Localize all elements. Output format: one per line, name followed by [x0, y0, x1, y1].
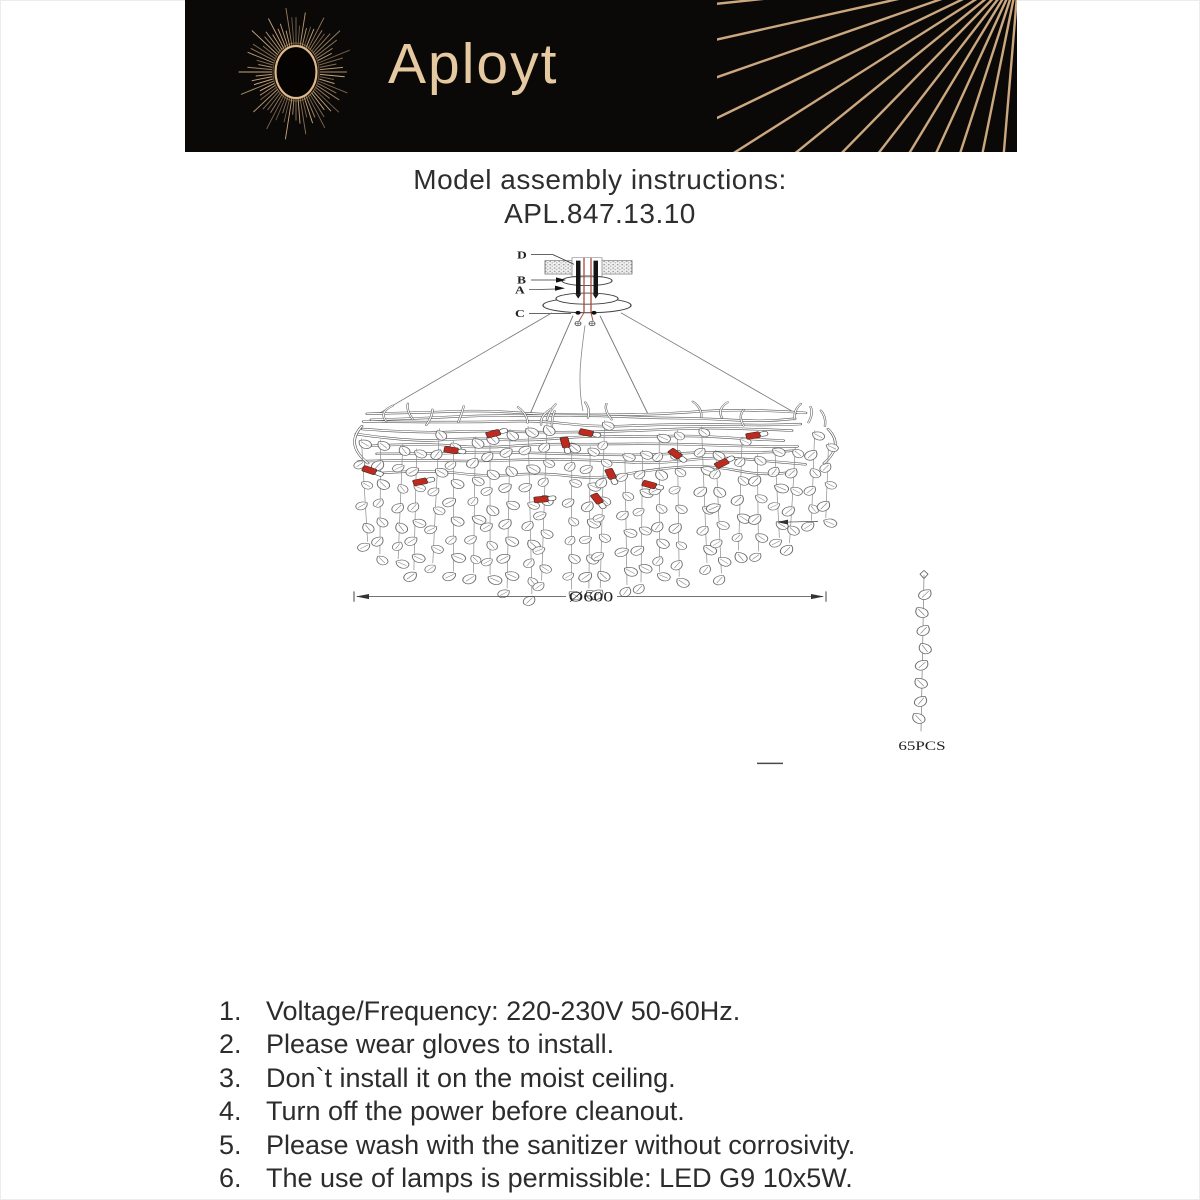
brand-banner	[185, 0, 1017, 152]
mount-label-b: B	[517, 274, 527, 287]
instruction-text: Turn off the power before cleanout.	[266, 1096, 685, 1127]
strand-count-label: 65PCS	[898, 739, 946, 754]
dimension-label: Ø600	[568, 588, 614, 606]
instruction-text: Don`t install it on the moist ceiling.	[266, 1062, 676, 1093]
instruction-number: 6.	[219, 1163, 242, 1194]
instruction-number: 1.	[219, 996, 242, 1026]
instruction-text: The use of lamps is permissible: LED G9 10x5W.	[266, 1163, 853, 1194]
instructions-list	[219, 995, 1049, 1195]
page-title: Model assembly instructions:	[413, 164, 787, 195]
instruction-item	[219, 1129, 1049, 1162]
instruction-item	[219, 995, 1049, 1028]
instruction-number: 5.	[219, 1129, 242, 1160]
instruction-text: Voltage/Frequency: 220-230V 50-60Hz.	[266, 996, 741, 1026]
instruction-text: Please wash with the sanitizer without corrosivity.	[266, 1129, 856, 1160]
brand-name: Aployt	[388, 32, 559, 96]
instruction-number: 4.	[219, 1096, 242, 1127]
corner-rays-icon	[717, 0, 1017, 152]
instruction-item	[219, 1028, 1049, 1061]
instruction-item	[219, 1095, 1049, 1128]
instruction-item	[219, 1162, 1049, 1195]
assembly-diagram	[0, 245, 1200, 960]
instruction-item	[219, 1062, 1049, 1095]
mount-label-a: A	[515, 284, 525, 296]
mount-label-c: C	[515, 307, 525, 320]
starburst-logo-icon	[225, 0, 375, 152]
model-number: APL.847.13.10	[504, 198, 696, 229]
title-block	[0, 163, 1200, 231]
instruction-number: 2.	[219, 1029, 242, 1060]
instruction-text: Please wear gloves to install.	[266, 1029, 615, 1060]
instruction-number: 3.	[219, 1062, 242, 1093]
mount-label-d: D	[517, 249, 527, 261]
